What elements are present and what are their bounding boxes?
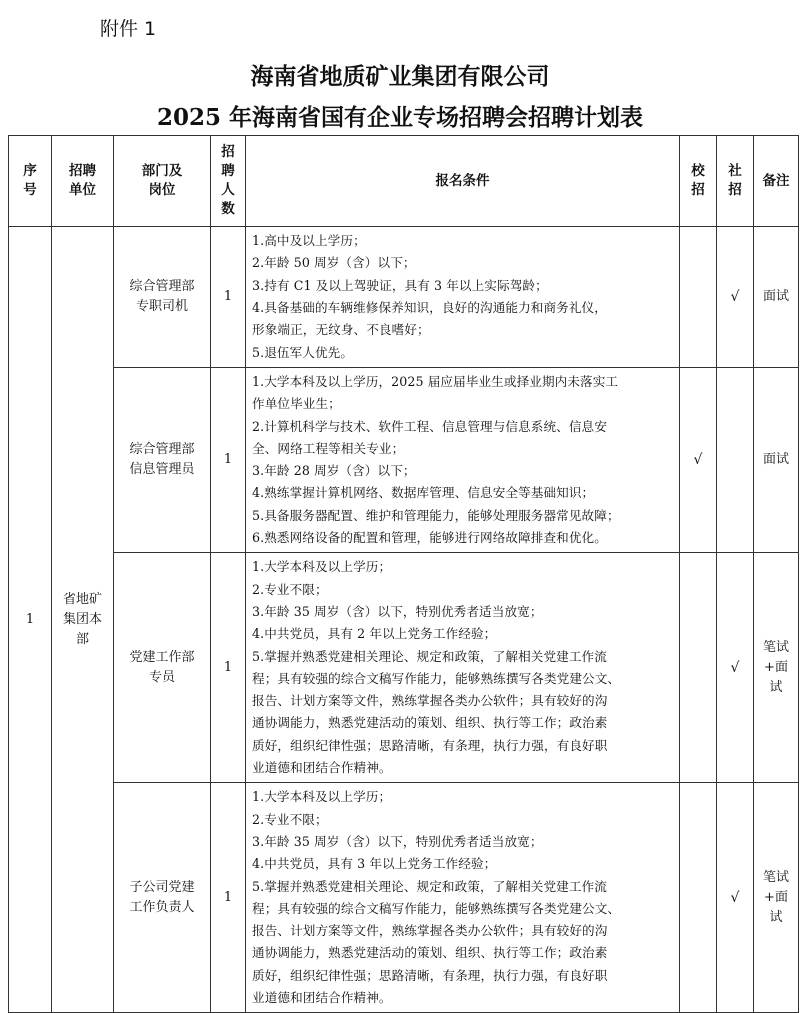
- header-row: [9, 136, 799, 227]
- social-mark: √: [717, 783, 754, 1013]
- campus-mark: [680, 553, 717, 783]
- header-unit: 招聘 单位: [52, 136, 114, 227]
- table-row: [9, 553, 799, 783]
- campus-mark: [680, 227, 717, 368]
- document-subtitle: 2025 年海南省国有企业专场招聘会招聘计划表: [156, 104, 644, 131]
- header-social: 社 招: [717, 136, 754, 227]
- header-count: 招 聘 人 数: [211, 136, 246, 227]
- position-conditions: 1.高中及以上学历； 2.年龄 50 周岁（含）以下； 3.持有 C1 及以上驾驶证，具有 3 年以上实际驾龄； 4.具备基础的车辆维修保养知识，良好的沟通能力和商务礼仪， 形象端正，无纹身、不良嗜好； 5.退伍军人优先。: [246, 227, 680, 368]
- position-count: 1: [211, 368, 246, 553]
- position-count: 1: [211, 227, 246, 368]
- social-mark: [717, 368, 754, 553]
- position-remark: 面试: [754, 227, 799, 368]
- position-count: 1: [211, 553, 246, 783]
- group-seq: 1: [9, 227, 52, 1013]
- campus-mark: √: [680, 368, 717, 553]
- attachment-label: 附件 1: [100, 18, 157, 40]
- header-dept: 部门及 岗位: [114, 136, 211, 227]
- recruitment-plan-table: [8, 135, 799, 1013]
- table-row: [9, 368, 799, 553]
- header-remark: 备注: [754, 136, 799, 227]
- position-remark: 面试: [754, 368, 799, 553]
- social-mark: √: [717, 553, 754, 783]
- position-conditions: 1.大学本科及以上学历，2025 届应届毕业生或择业期内未落实工 作单位毕业生； 2.计算机科学与技术、软件工程、信息管理与信息系统、信息安 全、网络工程等相关专业； 3.年龄 28 周岁（含）以下； 4.熟练掌握计算机网络、数据库管理、信息安全等基础知识； 5.具备服务器配置、维护和管理能力，能够处理服务器常见故障； 6.熟悉网络设备的配置和管理，能够进行网络故障排查和优化。: [246, 368, 680, 553]
- position-conditions: 1.大学本科及以上学历； 2.专业不限； 3.年龄 35 周岁（含）以下，特别优秀者适当放宽； 4.中共党员，具有 3 年以上党务工作经验； 5.掌握并熟悉党建相关理论、规定和政策，了解相关党建工作流 程；具有较强的综合文稿写作能力，能够熟练撰写各类党建公文、 报告、计划方案等文件，熟练掌握各类办公软件；具有较好的沟 通协调能力，熟悉党建活动的策划、组织、执行等工作；政治素 质好，组织纪律性强；思路清晰，有条理，执行力强，有良好职 业道德和团结合作精神。: [246, 783, 680, 1013]
- position-name: 子公司党建 工作负责人: [114, 783, 211, 1013]
- position-conditions: 1.大学本科及以上学历； 2.专业不限； 3.年龄 35 周岁（含）以下，特别优秀者适当放宽； 4.中共党员，具有 2 年以上党务工作经验； 5.掌握并熟悉党建相关理论、规定和政策，了解相关党建工作流 程；具有较强的综合文稿写作能力，能够熟练撰写各类党建公文、 报告、计划方案等文件，熟练掌握各类办公软件；具有较好的沟 通协调能力，熟悉党建活动的策划、组织、执行等工作；政治素 质好，组织纪律性强；思路清晰，有条理，执行力强，有良好职 业道德和团结合作精神。: [246, 553, 680, 783]
- position-remark: 笔试 +面 试: [754, 783, 799, 1013]
- campus-mark: [680, 783, 717, 1013]
- social-mark: √: [717, 227, 754, 368]
- position-name: 综合管理部 信息管理员: [114, 368, 211, 553]
- position-name: 党建工作部 专员: [114, 553, 211, 783]
- table-row: [9, 783, 799, 1013]
- group-unit: 省地矿 集团本 部: [52, 227, 114, 1013]
- document-title: 海南省地质矿业集团有限公司: [250, 63, 550, 90]
- table-row: [9, 227, 799, 368]
- position-remark: 笔试 +面 试: [754, 553, 799, 783]
- position-name: 综合管理部 专职司机: [114, 227, 211, 368]
- header-seq: 序 号: [9, 136, 52, 227]
- header-conditions: 报名条件: [246, 136, 680, 227]
- header-campus: 校 招: [680, 136, 717, 227]
- position-count: 1: [211, 783, 246, 1013]
